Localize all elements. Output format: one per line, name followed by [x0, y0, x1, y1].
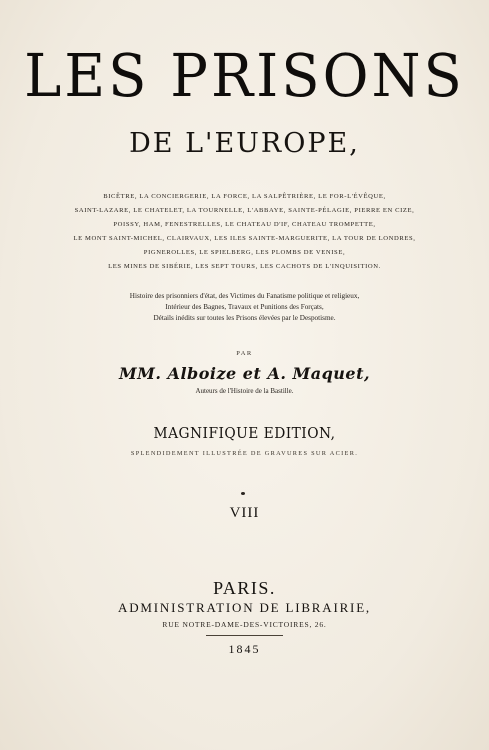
edition-note: SPLENDIDEMENT ILLUSTRÉE DE GRAVURES SUR ACIER.	[130, 450, 359, 457]
prison-list-line: PIGNEROLLES, LE SPIELBERG, LES PLOMBS DE VENISE,	[143, 249, 346, 256]
prison-list-line: LE MONT SAINT-MICHEL, CLAIRVAUX, LES ILES SAINTE-MARGUERITE, LA TOUR DE LONDRES,	[73, 235, 416, 242]
authors: MM. Alboize et A. Maquet,	[118, 364, 371, 383]
ornament-dot	[241, 492, 245, 495]
book-title: LES PRISONS	[24, 42, 465, 111]
imprint-year: 1845	[228, 642, 261, 656]
description-line: Détails inédits sur toutes les Prisons élevées par le Despotisme.	[153, 314, 336, 322]
description-line: Histoire des prisonniers d'état, des Victimes du Fanatisme politique et religieux,	[129, 292, 360, 300]
authors-note: Auteurs de l'Histoire de la Bastille.	[195, 387, 294, 395]
prison-list-line: POISSY, HAM, FENESTRELLES, LE CHATEAU D'IF, CHATEAU TROMPETTE,	[113, 221, 376, 228]
imprint-address: RUE NOTRE-DAME-DES-VICTOIRES, 26.	[162, 620, 327, 629]
volume-number: VIII	[229, 505, 260, 521]
imprint-publisher: ADMINISTRATION DE LIBRAIRIE,	[118, 600, 371, 615]
prison-list-line: LES MINES DE SIBÉRIE, LES SEPT TOURS, LES CACHOTS DE L'INQUISITION.	[108, 263, 381, 270]
divider-rule	[206, 635, 283, 636]
imprint-city: PARIS.	[213, 578, 276, 598]
edition-title: MAGNIFIQUE EDITION,	[153, 424, 336, 442]
prison-list-line: BICÊTRE, LA CONCIERGERIE, LA FORCE, LA SALPÊTRIÈRE, LE FOR-L'ÉVÊQUE,	[103, 193, 386, 200]
description-line: Intérieur des Bagnes, Travaux et Punitions des Forçats,	[165, 303, 324, 311]
prison-list-line: SAINT-LAZARE, LE CHATELET, LA TOURNELLE, L'ABBAYE, SAINTE-PÉLAGIE, PIERRE EN CIZE,	[74, 207, 415, 214]
book-subtitle: DE L'EUROPE,	[129, 128, 360, 159]
by-label: PAR	[236, 350, 253, 357]
